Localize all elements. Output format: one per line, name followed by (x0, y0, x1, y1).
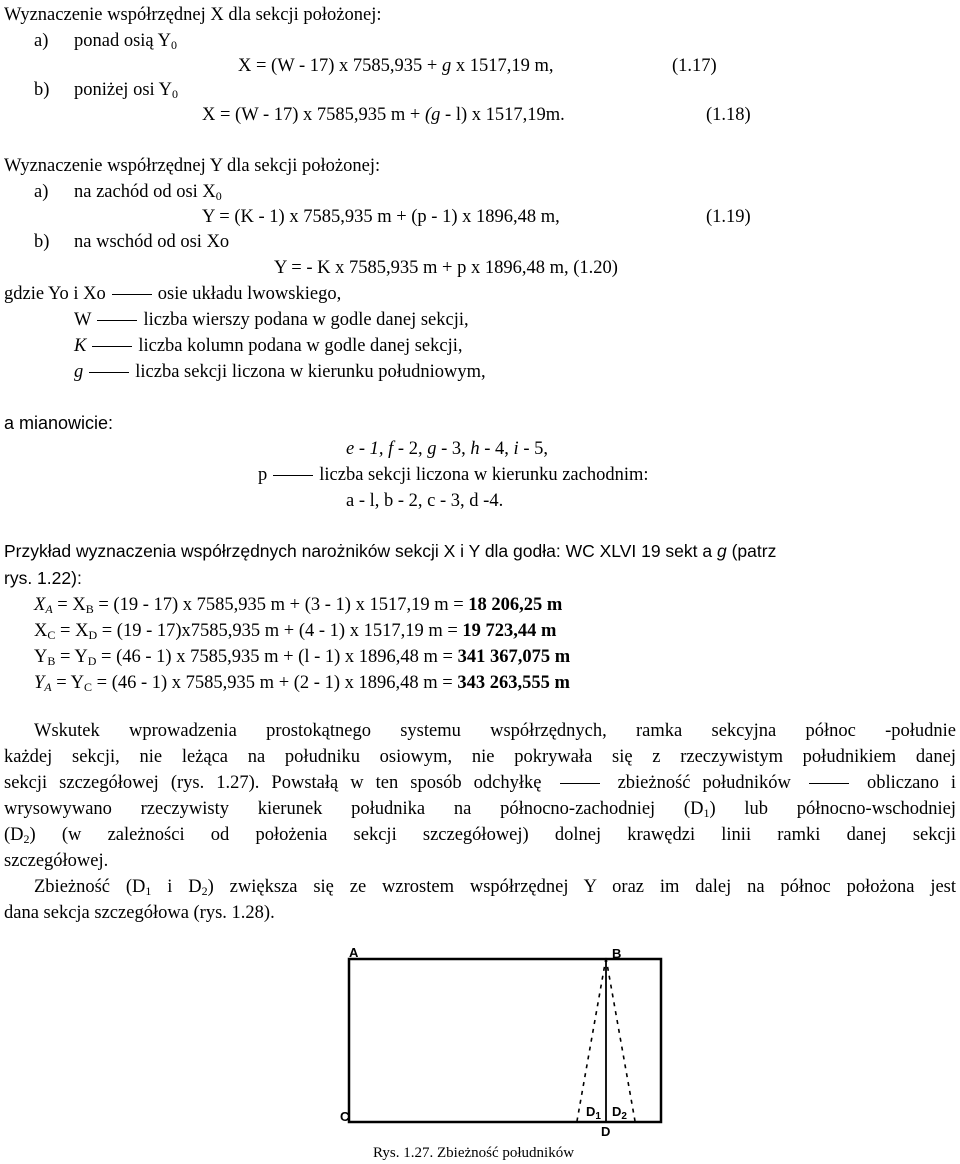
p-values: a - l, b - 2, c - 3, d -4. (346, 491, 504, 511)
case-ya-marker: a) (34, 182, 49, 202)
paragraph-1-line-6: szczegółowej. (4, 851, 109, 871)
equation-1-18: X = (W - 17) x 7585,935 m + (g - l) x 1517,19m. (202, 105, 565, 125)
equation-1-19: Y = (K - 1) x 7585,935 m + (p - 1) x 1896,48 m, (202, 207, 560, 227)
case-yb-text: na wschód od osi Xo (74, 232, 230, 252)
equation-number-1-17: (1.17) (672, 56, 717, 76)
equation-xa: $X_A = X_B = (19 - 17)$ x 7585,935 m + (3 - 1) x 1517,19 m = 18 206,25 m (34, 595, 563, 616)
case-yb-marker: b) (34, 232, 50, 252)
corner-label-a: A (349, 945, 359, 960)
corner-label-d: D (601, 1124, 611, 1139)
equation-number-1-18: (1.18) (706, 105, 751, 125)
case-b-text: poniżej osi $Y_0$ (74, 80, 178, 101)
heading-x: Wyznaczenie współrzędnej X dla sekcji położonej: (4, 5, 382, 25)
equation-ya: $Y_A = Y_C = (46 - 1)$ x 7585,935 m + (2 - 1) x 1896,48 m = 343 263,555 m (34, 673, 570, 694)
section-frame (349, 959, 661, 1122)
paragraph-2-line-2: dana sekcja szczegółowa (rys. 1.28). (4, 903, 275, 923)
mianowicie-label: a mianowicie: (4, 413, 114, 433)
equation-yb: $Y_B = Y_D = (46 - 1)$ x 7585,935 m + (l - 1) x 1896,48 m = 341 367,075 m (34, 647, 571, 668)
meridian-west-dashed (577, 958, 606, 1121)
paragraph-1-line-3: sekcji szczegółowej (rys. 1.27). Powstałą w ten sposób odchyłkę zbieżność południków obliczano i (4, 773, 957, 793)
legend-g: g liczba sekcji liczona w kierunku południowym, (74, 362, 486, 382)
angle-label-d2: $D_2$ (612, 1104, 627, 1122)
equation-number-1-19: (1.19) (706, 207, 751, 227)
legend-k: K liczba kolumn podana w godle danej sekcji, (74, 336, 463, 356)
paragraph-1-line-5: $(D_2)$ (w zależności od położenia sekcji szczegółowej) dolnej krawędzi linii ramki danej sekcji (4, 825, 956, 846)
paragraph-1-line-4: wrysowywano rzeczywisty kierunek południka na północno-zachodniej $(D_1)$ lub północno-wschodniej (4, 799, 956, 820)
case-ya-text: na zachód od osi $X_0$ (74, 182, 222, 203)
legend-w: W liczba wierszy podana w godle danej sekcji, (74, 310, 469, 330)
equation-1-17: X = (W - 17) x 7585,935 + g x 1517,19 m, (238, 56, 554, 76)
paragraph-1-line-1: Wskutek wprowadzenia prostokątnego systemu współrzędnych, ramka sekcyjna północ -południe (34, 721, 956, 741)
paragraph-1-line-2: każdej sekcji, nie leżąca na południku osiowym, nie pokrywała się z rzeczywistym południkiem danej (4, 747, 956, 767)
equation-1-20: Y = - K x 7585,935 m + p x 1896,48 m, (1.20) (274, 258, 618, 278)
corner-label-b: B (612, 946, 622, 961)
paragraph-2-line-1: Zbieżność ($D_1$ i $D_2$) zwiększa się ze wzrostem współrzędnej Y oraz im dalej na północ położona jest (34, 877, 957, 898)
angle-label-d1: $D_1$ (586, 1104, 601, 1122)
case-a-text: ponad osią $Y_0$ (74, 31, 177, 52)
corner-label-c: C (340, 1109, 350, 1124)
equation-xc: $X_C = X_D = (19 - 17)x7585,935$ m + (4 - 1) x 1517,19 m = 19 723,44 m (34, 621, 557, 642)
heading-y: Wyznaczenie współrzędnej Y dla sekcji położonej: (4, 156, 381, 176)
example-line-1: Przykład wyznaczenia współrzędnych narożników sekcji X i Y dla godła: WC XLVI 19 sekt a g (patrz (4, 541, 777, 561)
legend-axes: gdzie Yo i Xo osie układu lwowskiego, (4, 284, 342, 304)
letters-line: e - 1, f - 2, g - 3, h - 4, i - 5, (346, 439, 548, 459)
meridian-east-dashed (606, 958, 635, 1121)
figure-caption: Rys. 1.27. Zbieżność południków (373, 1145, 575, 1161)
example-line-2: rys. 1.22): (4, 568, 82, 588)
case-b-marker: b) (34, 80, 50, 100)
legend-p: p liczba sekcji liczona w kierunku zachodnim: (258, 465, 649, 485)
case-a-marker: a) (34, 31, 49, 51)
